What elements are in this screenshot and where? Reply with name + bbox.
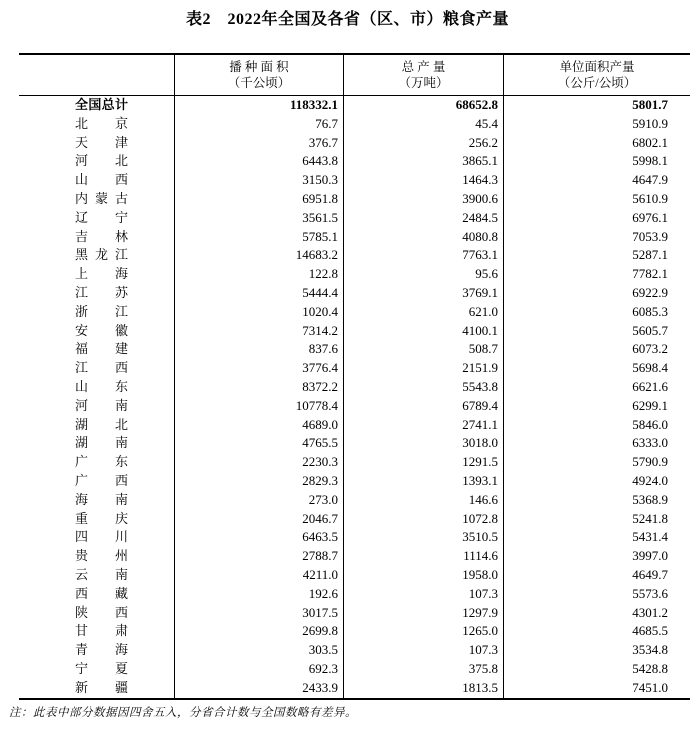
sown-area-cell: 8372.2 [174, 378, 343, 397]
sown-area-cell: 5444.4 [174, 284, 343, 303]
total-output-cell: 256.2 [343, 134, 503, 153]
province-name: 天津 [75, 134, 128, 150]
total-output-cell: 1393.1 [343, 472, 503, 491]
province-name: 云南 [75, 566, 128, 582]
province-name: 江西 [75, 360, 128, 376]
table-row [19, 585, 690, 604]
province-name: 陕西 [75, 604, 128, 620]
total-output-cell: 107.3 [343, 585, 503, 604]
province-name-cell [19, 284, 174, 303]
col-header-total-output-unit: （万吨） [398, 76, 449, 90]
unit-yield-cell: 5241.8 [503, 510, 690, 529]
unit-yield-cell: 5431.4 [503, 528, 690, 547]
table-row [19, 228, 690, 247]
province-name-cell [19, 209, 174, 228]
unit-yield-cell: 5605.7 [503, 322, 690, 341]
province-name: 吉林 [75, 228, 128, 244]
unit-yield-cell: 5910.9 [503, 115, 690, 134]
unit-yield-cell: 6299.1 [503, 397, 690, 416]
table-row [19, 209, 690, 228]
table-row [19, 547, 690, 566]
province-name: 山东 [75, 378, 128, 394]
table-row [19, 660, 690, 679]
total-output-cell: 3510.5 [343, 528, 503, 547]
unit-yield-cell: 4647.9 [503, 171, 690, 190]
table-row [19, 265, 690, 284]
total-output-cell: 3865.1 [343, 152, 503, 171]
table-row [19, 622, 690, 641]
total-output-cell: 6789.4 [343, 397, 503, 416]
sown-area-cell: 2433.9 [174, 679, 343, 698]
total-output-cell: 7763.1 [343, 246, 503, 265]
province-name-cell [19, 679, 174, 698]
unit-yield-cell: 5801.7 [503, 96, 690, 115]
total-output-cell: 2741.1 [343, 416, 503, 435]
unit-yield-cell: 5846.0 [503, 416, 690, 435]
table-row [19, 453, 690, 472]
table-row [19, 96, 690, 115]
province-name-cell [19, 491, 174, 510]
province-name-cell [19, 134, 174, 153]
total-output-cell: 1464.3 [343, 171, 503, 190]
province-name-cell [19, 416, 174, 435]
table-row [19, 171, 690, 190]
table-row [19, 359, 690, 378]
province-name-cell [19, 622, 174, 641]
unit-yield-cell: 4685.5 [503, 622, 690, 641]
province-name: 海南 [75, 491, 128, 507]
col-header-sown-area [174, 55, 343, 95]
province-name-cell [19, 547, 174, 566]
province-name-cell [19, 340, 174, 359]
province-name: 重庆 [75, 510, 128, 526]
sown-area-cell: 2699.8 [174, 622, 343, 641]
province-name: 青海 [75, 642, 128, 658]
province-name: 安徽 [75, 322, 128, 338]
total-output-cell: 1813.5 [343, 679, 503, 698]
province-name-cell [19, 265, 174, 284]
unit-yield-cell: 6802.1 [503, 134, 690, 153]
province-name-cell [19, 604, 174, 623]
table-row [19, 528, 690, 547]
total-output-cell: 1291.5 [343, 453, 503, 472]
province-name: 河北 [75, 153, 128, 169]
sown-area-cell: 1020.4 [174, 303, 343, 322]
sown-area-cell: 273.0 [174, 491, 343, 510]
province-name: 辽宁 [75, 209, 128, 225]
total-output-cell: 146.6 [343, 491, 503, 510]
province-name-cell [19, 641, 174, 660]
province-name-cell [19, 228, 174, 247]
province-name-cell [19, 510, 174, 529]
total-output-cell: 2484.5 [343, 209, 503, 228]
sown-area-cell: 6951.8 [174, 190, 343, 209]
col-header-total-output-title: 总 产 量 [401, 60, 446, 74]
sown-area-cell: 4689.0 [174, 416, 343, 435]
unit-yield-cell: 5790.9 [503, 453, 690, 472]
total-output-cell: 45.4 [343, 115, 503, 134]
unit-yield-cell: 5573.6 [503, 585, 690, 604]
sown-area-cell: 837.6 [174, 340, 343, 359]
table-header-row [19, 55, 690, 96]
unit-yield-cell: 6976.1 [503, 209, 690, 228]
total-output-cell: 1114.6 [343, 547, 503, 566]
table-row [19, 491, 690, 510]
sown-area-cell: 3561.5 [174, 209, 343, 228]
sown-area-cell: 4765.5 [174, 434, 343, 453]
province-name: 黑龙江 [75, 247, 128, 263]
province-name-cell [19, 246, 174, 265]
table-row [19, 284, 690, 303]
sown-area-cell: 14683.2 [174, 246, 343, 265]
sown-area-cell: 5785.1 [174, 228, 343, 247]
total-output-cell: 3900.6 [343, 190, 503, 209]
sown-area-cell: 10778.4 [174, 397, 343, 416]
province-name-cell [19, 566, 174, 585]
province-name-cell [19, 660, 174, 679]
table-row [19, 510, 690, 529]
unit-yield-cell: 6085.3 [503, 303, 690, 322]
province-name: 江苏 [75, 284, 128, 300]
unit-yield-cell: 5428.8 [503, 660, 690, 679]
sown-area-cell: 192.6 [174, 585, 343, 604]
unit-yield-cell: 4924.0 [503, 472, 690, 491]
province-name: 湖南 [75, 435, 128, 451]
page-title: 表2 2022年全国及各省（区、市）粮食产量 [185, 11, 509, 28]
table-row [19, 115, 690, 134]
unit-yield-cell: 6333.0 [503, 434, 690, 453]
sown-area-cell: 118332.1 [174, 96, 343, 115]
unit-yield-cell: 6073.2 [503, 340, 690, 359]
unit-yield-cell: 5368.9 [503, 491, 690, 510]
province-name-cell [19, 96, 174, 115]
total-output-cell: 4080.8 [343, 228, 503, 247]
province-name: 甘肃 [75, 623, 128, 639]
sown-area-cell: 6443.8 [174, 152, 343, 171]
province-name-cell [19, 472, 174, 491]
col-header-unit-yield [503, 55, 690, 95]
province-name-cell [19, 152, 174, 171]
col-header-sown-area-unit: （千公顷） [227, 76, 291, 90]
total-output-cell: 5543.8 [343, 378, 503, 397]
table-row [19, 566, 690, 585]
province-name: 贵州 [75, 548, 128, 564]
table-row [19, 190, 690, 209]
province-name-cell [19, 359, 174, 378]
sown-area-cell: 2046.7 [174, 510, 343, 529]
province-name: 广西 [75, 472, 128, 488]
total-output-cell: 3018.0 [343, 434, 503, 453]
table-row [19, 134, 690, 153]
province-name: 新疆 [75, 679, 128, 695]
province-name: 浙江 [75, 303, 128, 319]
total-output-cell: 107.3 [343, 641, 503, 660]
unit-yield-cell: 7451.0 [503, 679, 690, 698]
province-name: 上海 [75, 266, 128, 282]
col-header-unit-yield-unit: （公斤/公顷） [557, 76, 637, 90]
unit-yield-cell: 5287.1 [503, 246, 690, 265]
sown-area-cell: 7314.2 [174, 322, 343, 341]
table-row [19, 340, 690, 359]
sown-area-cell: 4211.0 [174, 566, 343, 585]
total-output-cell: 621.0 [343, 303, 503, 322]
unit-yield-cell: 3534.8 [503, 641, 690, 660]
table-row [19, 679, 690, 698]
total-output-cell: 4100.1 [343, 322, 503, 341]
province-name-cell [19, 528, 174, 547]
province-name: 内蒙古 [75, 190, 128, 206]
total-output-cell: 1265.0 [343, 622, 503, 641]
table-row [19, 434, 690, 453]
table-row [19, 397, 690, 416]
col-header-unit-yield-title: 单位面积产量 [559, 60, 635, 74]
table-body [19, 96, 690, 698]
total-output-cell: 95.6 [343, 265, 503, 284]
total-output-cell: 3769.1 [343, 284, 503, 303]
province-name-cell [19, 585, 174, 604]
table-row [19, 472, 690, 491]
unit-yield-cell: 7053.9 [503, 228, 690, 247]
province-name: 宁夏 [75, 660, 128, 676]
province-name-cell [19, 453, 174, 472]
province-name: 全国总计 [75, 97, 128, 112]
province-name-cell [19, 303, 174, 322]
grain-production-table [19, 53, 690, 700]
total-output-cell: 1072.8 [343, 510, 503, 529]
province-name: 四川 [75, 529, 128, 545]
unit-yield-cell: 6922.9 [503, 284, 690, 303]
unit-yield-cell: 4301.2 [503, 604, 690, 623]
unit-yield-cell: 5998.1 [503, 152, 690, 171]
col-header-sown-area-title: 播 种 面 积 [229, 60, 289, 74]
sown-area-cell: 3150.3 [174, 171, 343, 190]
sown-area-cell: 3017.5 [174, 604, 343, 623]
row-label-column-header [19, 55, 174, 95]
sown-area-cell: 303.5 [174, 641, 343, 660]
total-output-cell: 508.7 [343, 340, 503, 359]
total-output-cell: 1297.9 [343, 604, 503, 623]
province-name: 西藏 [75, 585, 128, 601]
province-name-cell [19, 115, 174, 134]
sown-area-cell: 376.7 [174, 134, 343, 153]
unit-yield-cell: 6621.6 [503, 378, 690, 397]
table-row [19, 246, 690, 265]
unit-yield-cell: 4649.7 [503, 566, 690, 585]
province-name: 山西 [75, 172, 128, 188]
unit-yield-cell: 5698.4 [503, 359, 690, 378]
province-name-cell [19, 190, 174, 209]
table-row [19, 303, 690, 322]
table-row [19, 152, 690, 171]
total-output-cell: 2151.9 [343, 359, 503, 378]
total-output-cell: 375.8 [343, 660, 503, 679]
sown-area-cell: 76.7 [174, 115, 343, 134]
total-output-cell: 1958.0 [343, 566, 503, 585]
province-name-cell [19, 378, 174, 397]
sown-area-cell: 2788.7 [174, 547, 343, 566]
province-name-cell [19, 434, 174, 453]
province-name-cell [19, 171, 174, 190]
province-name-cell [19, 397, 174, 416]
table-row [19, 641, 690, 660]
province-name: 福建 [75, 341, 128, 357]
sown-area-cell: 692.3 [174, 660, 343, 679]
sown-area-cell: 2230.3 [174, 453, 343, 472]
table-row [19, 322, 690, 341]
total-output-cell: 68652.8 [343, 96, 503, 115]
province-name: 河南 [75, 397, 128, 413]
unit-yield-cell: 7782.1 [503, 265, 690, 284]
col-header-total-output [343, 55, 503, 95]
province-name: 北京 [75, 115, 128, 131]
sown-area-cell: 2829.3 [174, 472, 343, 491]
table-row [19, 416, 690, 435]
province-name: 广东 [75, 454, 128, 470]
province-name: 湖北 [75, 416, 128, 432]
sown-area-cell: 6463.5 [174, 528, 343, 547]
footnote: 注：此表中部分数据因四舍五入，分省合计数与全国数略有差异。 [9, 707, 357, 719]
unit-yield-cell: 5610.9 [503, 190, 690, 209]
province-name-cell [19, 322, 174, 341]
sown-area-cell: 3776.4 [174, 359, 343, 378]
table-row [19, 378, 690, 397]
sown-area-cell: 122.8 [174, 265, 343, 284]
unit-yield-cell: 3997.0 [503, 547, 690, 566]
table-row [19, 604, 690, 623]
